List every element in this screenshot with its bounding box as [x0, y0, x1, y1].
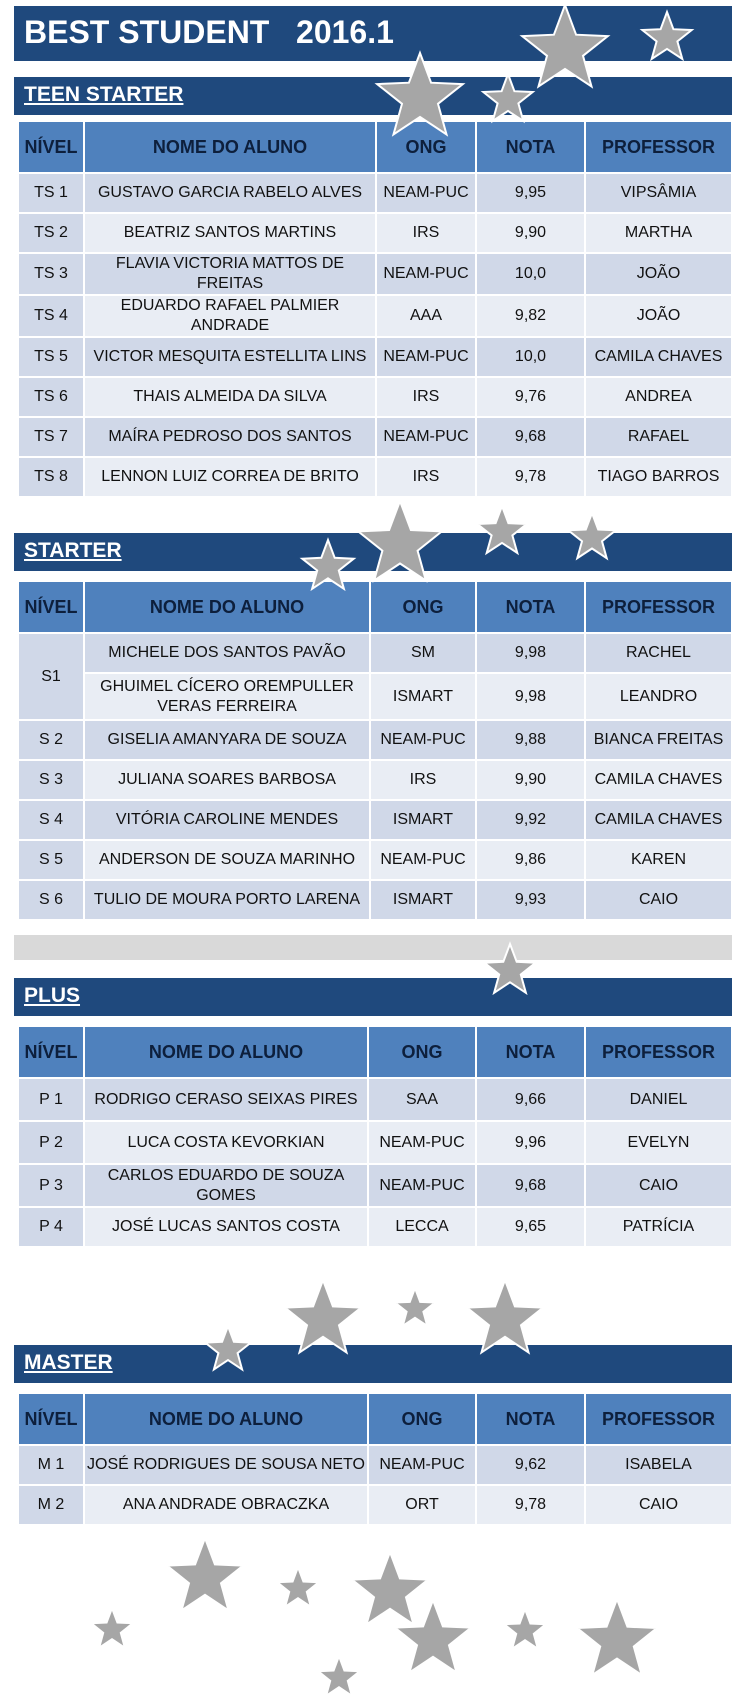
star-icon — [91, 1608, 133, 1648]
cell-nome: TULIO DE MOURA PORTO LARENA — [85, 881, 369, 919]
header-nome: NOME DO ALUNO — [85, 1394, 367, 1444]
cell-nivel: TS 5 — [19, 338, 83, 376]
section-header-plus — [14, 978, 732, 1016]
cell-nivel: P 4 — [19, 1208, 83, 1246]
cell-nivel: S 3 — [19, 761, 83, 799]
table-row — [19, 1079, 731, 1120]
cell-nota: 10,0 — [477, 338, 584, 376]
star-icon — [167, 1538, 243, 1610]
cell-professor: TIAGO BARROS — [586, 458, 731, 496]
cell-nivel: S1 — [19, 634, 83, 719]
table-row — [19, 1446, 731, 1484]
cell-nivel: M 2 — [19, 1486, 83, 1524]
cell-nome: ANA ANDRADE OBRACZKA — [85, 1486, 367, 1524]
cell-ong: NEAM-PUC — [377, 338, 475, 376]
cell-nivel: S 4 — [19, 801, 83, 839]
section-header-master — [14, 1345, 732, 1383]
header-professor: PROFESSOR — [586, 582, 731, 632]
header-professor: PROFESSOR — [586, 122, 731, 172]
cell-ong: IRS — [377, 458, 475, 496]
cell-ong: AAA — [377, 296, 475, 336]
cell-professor: ANDREA — [586, 378, 731, 416]
cell-nome: GISELIA AMANYARA DE SOUZA — [85, 721, 369, 759]
star-icon — [577, 1599, 657, 1675]
cell-nota: 9,95 — [477, 174, 584, 212]
table-row — [19, 801, 731, 839]
table-row — [19, 761, 731, 799]
table-row — [19, 674, 731, 719]
cell-nivel: S 5 — [19, 841, 83, 879]
cell-nome: MAÍRA PEDROSO DOS SANTOS — [85, 418, 375, 456]
table-header-row — [19, 1394, 731, 1444]
section-title-teen-starter: TEEN STARTER — [24, 83, 184, 106]
cell-nota: 9,98 — [477, 674, 584, 719]
cell-professor: CAIO — [586, 1486, 731, 1524]
cell-professor: LEANDRO — [586, 674, 731, 719]
cell-ong: NEAM-PUC — [371, 721, 475, 759]
cell-ong: SAA — [369, 1079, 475, 1120]
cell-nota: 9,92 — [477, 801, 584, 839]
table-header-row — [19, 582, 731, 632]
star-icon — [352, 1552, 428, 1624]
cell-nivel: S 6 — [19, 881, 83, 919]
section-header-teen-starter — [14, 77, 732, 115]
cell-nome: VICTOR MESQUITA ESTELLITA LINS — [85, 338, 375, 376]
cell-nota: 9,98 — [477, 634, 584, 672]
header-nivel: NÍVEL — [19, 1027, 83, 1077]
table-row — [19, 1122, 731, 1163]
section-title-starter: STARTER — [24, 539, 122, 562]
table-row — [19, 881, 731, 919]
cell-nivel: TS 1 — [19, 174, 83, 212]
cell-nome: JULIANA SOARES BARBOSA — [85, 761, 369, 799]
cell-ong: ISMART — [371, 674, 475, 719]
cell-nota: 10,0 — [477, 254, 584, 294]
cell-nota: 9,90 — [477, 761, 584, 799]
cell-professor: ISABELA — [586, 1446, 731, 1484]
cell-ong: SM — [371, 634, 475, 672]
cell-nota: 9,90 — [477, 214, 584, 252]
table-row — [19, 1486, 731, 1524]
cell-nota: 9,68 — [477, 1165, 584, 1206]
cell-professor: JOÃO — [586, 254, 731, 294]
cell-ong: IRS — [377, 214, 475, 252]
cell-nota: 9,96 — [477, 1122, 584, 1163]
star-icon — [318, 1656, 360, 1696]
table-starter — [17, 580, 733, 921]
star-icon — [277, 1567, 319, 1607]
cell-nivel: P 1 — [19, 1079, 83, 1120]
cell-nota: 9,76 — [477, 378, 584, 416]
cell-professor: BIANCA FREITAS — [586, 721, 731, 759]
cell-nivel: M 1 — [19, 1446, 83, 1484]
cell-ong: ISMART — [371, 801, 475, 839]
table-row — [19, 378, 731, 416]
cell-ong: NEAM-PUC — [377, 254, 475, 294]
cell-nome: BEATRIZ SANTOS MARTINS — [85, 214, 375, 252]
header-nota: NOTA — [477, 582, 584, 632]
table-row — [19, 721, 731, 759]
table-row — [19, 841, 731, 879]
table-row — [19, 1165, 731, 1206]
cell-professor: DANIEL — [586, 1079, 731, 1120]
table-plus — [17, 1025, 733, 1248]
cell-nome: MICHELE DOS SANTOS PAVÃO — [85, 634, 369, 672]
cell-nivel: TS 6 — [19, 378, 83, 416]
section-header-starter — [14, 533, 732, 571]
cell-nota: 9,68 — [477, 418, 584, 456]
cell-nota: 9,93 — [477, 881, 584, 919]
table-row — [19, 174, 731, 212]
header-nome: NOME DO ALUNO — [85, 122, 375, 172]
cell-ong: ORT — [369, 1486, 475, 1524]
cell-ong: IRS — [377, 378, 475, 416]
star-icon — [285, 1280, 361, 1352]
cell-nota: 9,86 — [477, 841, 584, 879]
cell-nota: 9,88 — [477, 721, 584, 759]
cell-nome: LUCA COSTA KEVORKIAN — [85, 1122, 367, 1163]
cell-nivel: P 2 — [19, 1122, 83, 1163]
cell-nivel: P 3 — [19, 1165, 83, 1206]
star-icon — [467, 1280, 543, 1352]
header-ong: ONG — [369, 1394, 475, 1444]
table-row — [19, 338, 731, 376]
header-professor: PROFESSOR — [586, 1394, 731, 1444]
cell-nome: CARLOS EDUARDO DE SOUZA GOMES — [85, 1165, 367, 1206]
cell-ong: IRS — [371, 761, 475, 799]
star-icon — [395, 1288, 435, 1326]
cell-ong: ISMART — [371, 881, 475, 919]
title-banner — [14, 6, 732, 61]
cell-nota: 9,62 — [477, 1446, 584, 1484]
cell-nivel: TS 3 — [19, 254, 83, 294]
cell-ong: NEAM-PUC — [369, 1122, 475, 1163]
header-nota: NOTA — [477, 1394, 584, 1444]
section-divider — [14, 935, 732, 960]
cell-professor: EVELYN — [586, 1122, 731, 1163]
cell-nome: JOSÉ LUCAS SANTOS COSTA — [85, 1208, 367, 1246]
cell-nome: FLAVIA VICTORIA MATTOS DE FREITAS — [85, 254, 375, 294]
table-row — [19, 296, 731, 336]
cell-ong: NEAM-PUC — [371, 841, 475, 879]
cell-ong: NEAM-PUC — [377, 418, 475, 456]
table-row — [19, 634, 731, 672]
cell-professor: KAREN — [586, 841, 731, 879]
cell-nome: JOSÉ RODRIGUES DE SOUSA NETO — [85, 1446, 367, 1484]
cell-ong: NEAM-PUC — [377, 174, 475, 212]
cell-nome: GHUIMEL CÍCERO OREMPULLER VERAS FERREIRA — [85, 674, 369, 719]
header-ong: ONG — [371, 582, 475, 632]
star-icon — [395, 1600, 471, 1672]
cell-nome: LENNON LUIZ CORREA DE BRITO — [85, 458, 375, 496]
header-professor: PROFESSOR — [586, 1027, 731, 1077]
cell-nome: ANDERSON DE SOUZA MARINHO — [85, 841, 369, 879]
cell-nome: GUSTAVO GARCIA RABELO ALVES — [85, 174, 375, 212]
cell-professor: CAIO — [586, 1165, 731, 1206]
header-nivel: NÍVEL — [19, 122, 83, 172]
cell-ong: NEAM-PUC — [369, 1446, 475, 1484]
header-nome: NOME DO ALUNO — [85, 1027, 367, 1077]
header-nivel: NÍVEL — [19, 1394, 83, 1444]
star-icon — [504, 1609, 546, 1649]
table-row — [19, 418, 731, 456]
header-nome: NOME DO ALUNO — [85, 582, 369, 632]
table-teen-starter — [17, 120, 733, 498]
table-row — [19, 458, 731, 496]
page-title: BEST STUDENT 2016.1 — [24, 14, 394, 50]
cell-professor: CAMILA CHAVES — [586, 761, 731, 799]
cell-nota: 9,65 — [477, 1208, 584, 1246]
cell-professor: JOÃO — [586, 296, 731, 336]
cell-professor: PATRÍCIA — [586, 1208, 731, 1246]
table-header-row — [19, 122, 731, 172]
section-title-master: MASTER — [24, 1351, 113, 1374]
cell-nota: 9,82 — [477, 296, 584, 336]
cell-nivel: TS 2 — [19, 214, 83, 252]
cell-ong: NEAM-PUC — [369, 1165, 475, 1206]
header-nota: NOTA — [477, 122, 584, 172]
cell-professor: CAIO — [586, 881, 731, 919]
cell-professor: RACHEL — [586, 634, 731, 672]
cell-nota: 9,66 — [477, 1079, 584, 1120]
header-ong: ONG — [377, 122, 475, 172]
section-title-plus: PLUS — [24, 984, 81, 1007]
cell-nome: THAIS ALMEIDA DA SILVA — [85, 378, 375, 416]
cell-nome: EDUARDO RAFAEL PALMIER ANDRADE — [85, 296, 375, 336]
table-row — [19, 214, 731, 252]
cell-professor: RAFAEL — [586, 418, 731, 456]
cell-ong: LECCA — [369, 1208, 475, 1246]
cell-nome: VITÓRIA CAROLINE MENDES — [85, 801, 369, 839]
cell-nivel: S 2 — [19, 721, 83, 759]
cell-nivel: TS 7 — [19, 418, 83, 456]
cell-nome: RODRIGO CERASO SEIXAS PIRES — [85, 1079, 367, 1120]
table-row — [19, 1208, 731, 1246]
cell-nivel: TS 8 — [19, 458, 83, 496]
cell-professor: MARTHA — [586, 214, 731, 252]
cell-nivel: TS 4 — [19, 296, 83, 336]
header-nivel: NÍVEL — [19, 582, 83, 632]
cell-professor: VIPSÂMIA — [586, 174, 731, 212]
table-row — [19, 254, 731, 294]
table-master — [17, 1392, 733, 1526]
header-ong: ONG — [369, 1027, 475, 1077]
cell-nota: 9,78 — [477, 1486, 584, 1524]
header-nota: NOTA — [477, 1027, 584, 1077]
table-header-row — [19, 1027, 731, 1077]
cell-nota: 9,78 — [477, 458, 584, 496]
cell-professor: CAMILA CHAVES — [586, 801, 731, 839]
cell-professor: CAMILA CHAVES — [586, 338, 731, 376]
